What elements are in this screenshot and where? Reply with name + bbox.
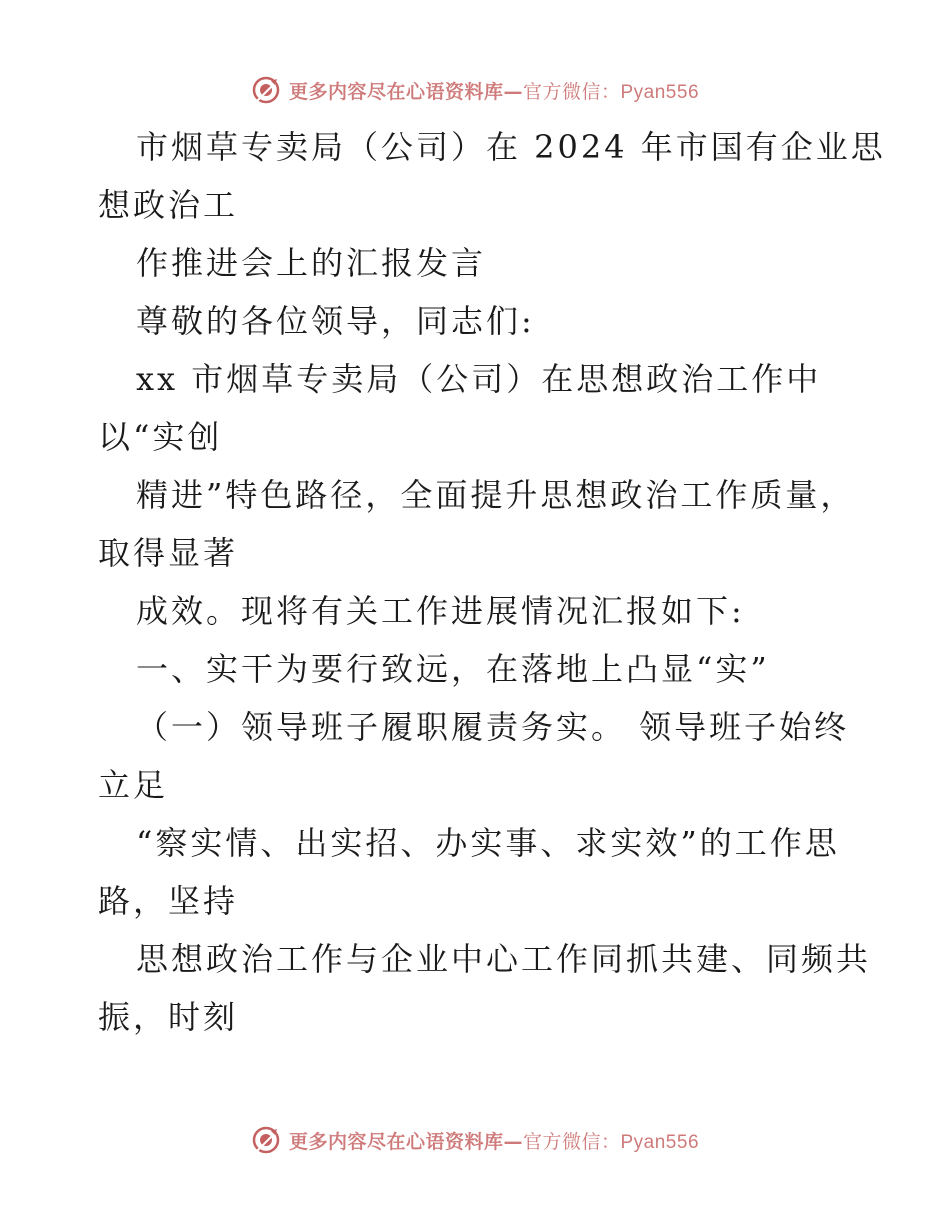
text-line: 路，坚持 — [98, 882, 239, 920]
text-line: 作推进会上的汇报发言 — [136, 244, 487, 282]
text-line: 尊敬的各位领导，同志们: — [136, 302, 535, 340]
text-line: xx 市烟草专卖局（公司）在思想政治工作中 — [136, 360, 822, 398]
watermark-wechat-text: 官方微信：Pyan556 — [523, 81, 700, 103]
text-line: 振，时刻 — [98, 998, 239, 1036]
watermark-header — [0, 70, 950, 110]
section-heading: 一、实干为要行致远，在落地上凸显“实” — [136, 650, 770, 688]
text-line: 成效。现将有关工作进展情况汇报如下: — [136, 592, 745, 630]
text-line: 思想政治工作与企业中心工作同抓共建、同频共 — [136, 940, 872, 978]
pen-logo-icon — [251, 75, 281, 105]
text-line: 精进”特色路径，全面提升思想政治工作质量， — [136, 476, 856, 514]
text-line: 以“实创 — [98, 418, 223, 456]
document-body — [98, 118, 886, 1046]
text-line: 市烟草专卖局（公司）在 2024 年市国有企业思 — [136, 128, 886, 166]
text-line: （一）领导班子履职履责务实。 领导班子始终 — [136, 708, 850, 746]
text-line: 立足 — [98, 766, 169, 804]
watermark-wechat-text: 官方微信：Pyan556 — [523, 1131, 700, 1153]
watermark-site-text: 更多内容尽在心语资料库— — [288, 1130, 523, 1153]
watermark-footer — [0, 1120, 950, 1160]
pen-logo-icon — [251, 1125, 281, 1155]
text-line: 取得显著 — [98, 534, 239, 572]
text-line: “察实情、出实招、办实事、求实效”的工作思 — [136, 824, 840, 862]
text-line: 想政治工 — [98, 186, 239, 224]
watermark-site-text: 更多内容尽在心语资料库— — [288, 80, 523, 103]
